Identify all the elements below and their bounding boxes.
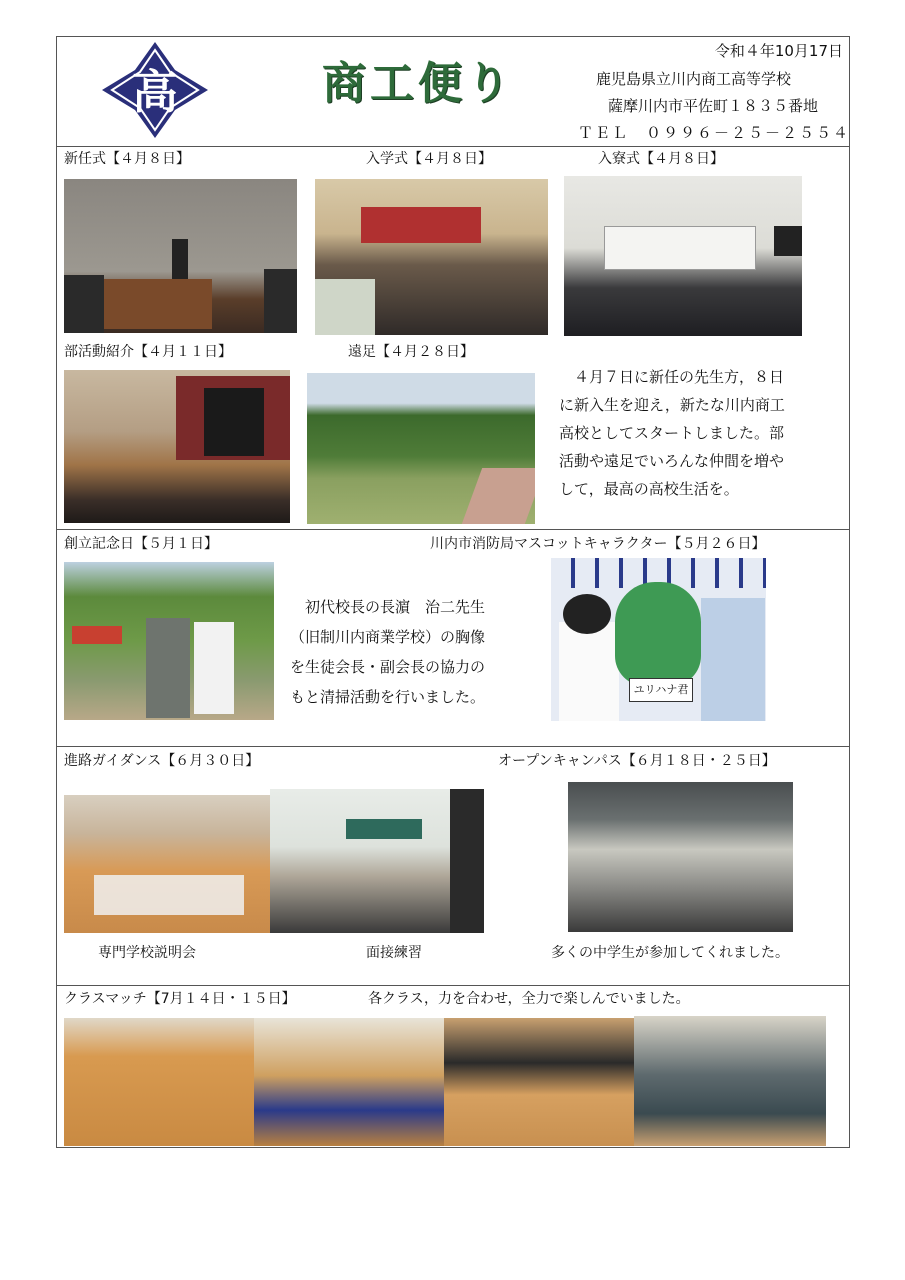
divider: [56, 529, 850, 530]
intro-paragraph: [559, 363, 785, 503]
photo-dormitory-ceremony: [564, 176, 802, 336]
photo-fire-mascot: [551, 558, 766, 721]
intro-line: 高校としてスタートしました。部: [559, 424, 785, 442]
section-label-open-campus: オープンキャンパス【６月１８日・２５日】: [498, 753, 776, 769]
divider: [56, 746, 850, 747]
photo-open-campus: [568, 782, 793, 932]
section-label-career-guidance: 進路ガイダンス【６月３０日】: [64, 753, 260, 769]
section-label-excursion: 遠足【４月２８日】: [348, 344, 474, 360]
photo-bust-cleaning: [64, 562, 274, 720]
photo-club-introduction: [64, 370, 290, 523]
intro-line: ４月７日に新任の先生方，８日: [559, 368, 785, 386]
photo-vocational-school-session: [64, 795, 270, 933]
founding-line: 初代校長の長濵 治二先生: [290, 598, 486, 616]
founding-paragraph: [290, 592, 485, 712]
divider: [56, 146, 850, 147]
photo-class-match-1: [64, 1018, 254, 1146]
caption-open-campus: 多くの中学生が参加してくれました。: [551, 945, 789, 961]
section-label-entrance: 入学式【４月８日】: [366, 151, 492, 167]
section-label-dormitory: 入寮式【４月８日】: [598, 151, 724, 167]
photo-entrance-ceremony: [315, 179, 548, 335]
photo-class-match-3: [444, 1018, 634, 1146]
photo-new-teachers-ceremony: [64, 179, 297, 333]
school-emblem-logo: [100, 40, 210, 140]
section-label-club-intro: 部活動紹介【４月１１日】: [64, 344, 232, 360]
school-address: 薩摩川内市平佐町１８３５番地: [608, 97, 819, 115]
caption-vocational-session: 専門学校説明会: [98, 945, 196, 961]
photo-class-match-4: [634, 1016, 826, 1146]
mascot-sign: ユリハナ君: [629, 678, 693, 702]
founding-line: を生徒会長・副会長の協力の: [290, 658, 486, 676]
intro-line: 活動や遠足でいろんな仲間を増や: [559, 452, 785, 470]
section-label-founding-day: 創立記念日【５月１日】: [64, 536, 218, 552]
intro-line: して，最高の高校生活を。: [559, 480, 739, 498]
class-match-description: 各クラス，力を合わせ，全力で楽しんでいました。: [368, 991, 690, 1007]
photo-excursion: [307, 373, 535, 524]
issue-date: 令和４年10月17日: [714, 42, 843, 60]
newsletter-title: 商工便り: [322, 58, 514, 109]
caption-interview-practice: 面接練習: [366, 945, 422, 961]
intro-line: に新入生を迎え，新たな川内商工: [559, 396, 785, 414]
emblem-char: 高: [132, 65, 178, 119]
school-tel: ＴＥＬ ０９９６－２５－２５５４: [578, 124, 851, 142]
photo-class-match-2: [254, 1018, 444, 1146]
founding-line: （旧制川内商業学校）の胸像: [290, 628, 486, 646]
school-name: 鹿児島県立川内商工高等学校: [596, 70, 792, 88]
section-label-class-match: クラスマッチ【7月１４日・１５日】: [64, 991, 296, 1007]
section-label-new-teachers: 新任式【４月８日】: [64, 151, 190, 167]
founding-line: もと清掃活動を行いました。: [290, 688, 486, 706]
section-label-fire-mascot: 川内市消防局マスコットキャラクター【５月２６日】: [430, 536, 766, 552]
photo-interview-practice: [270, 789, 484, 933]
divider: [56, 985, 850, 986]
